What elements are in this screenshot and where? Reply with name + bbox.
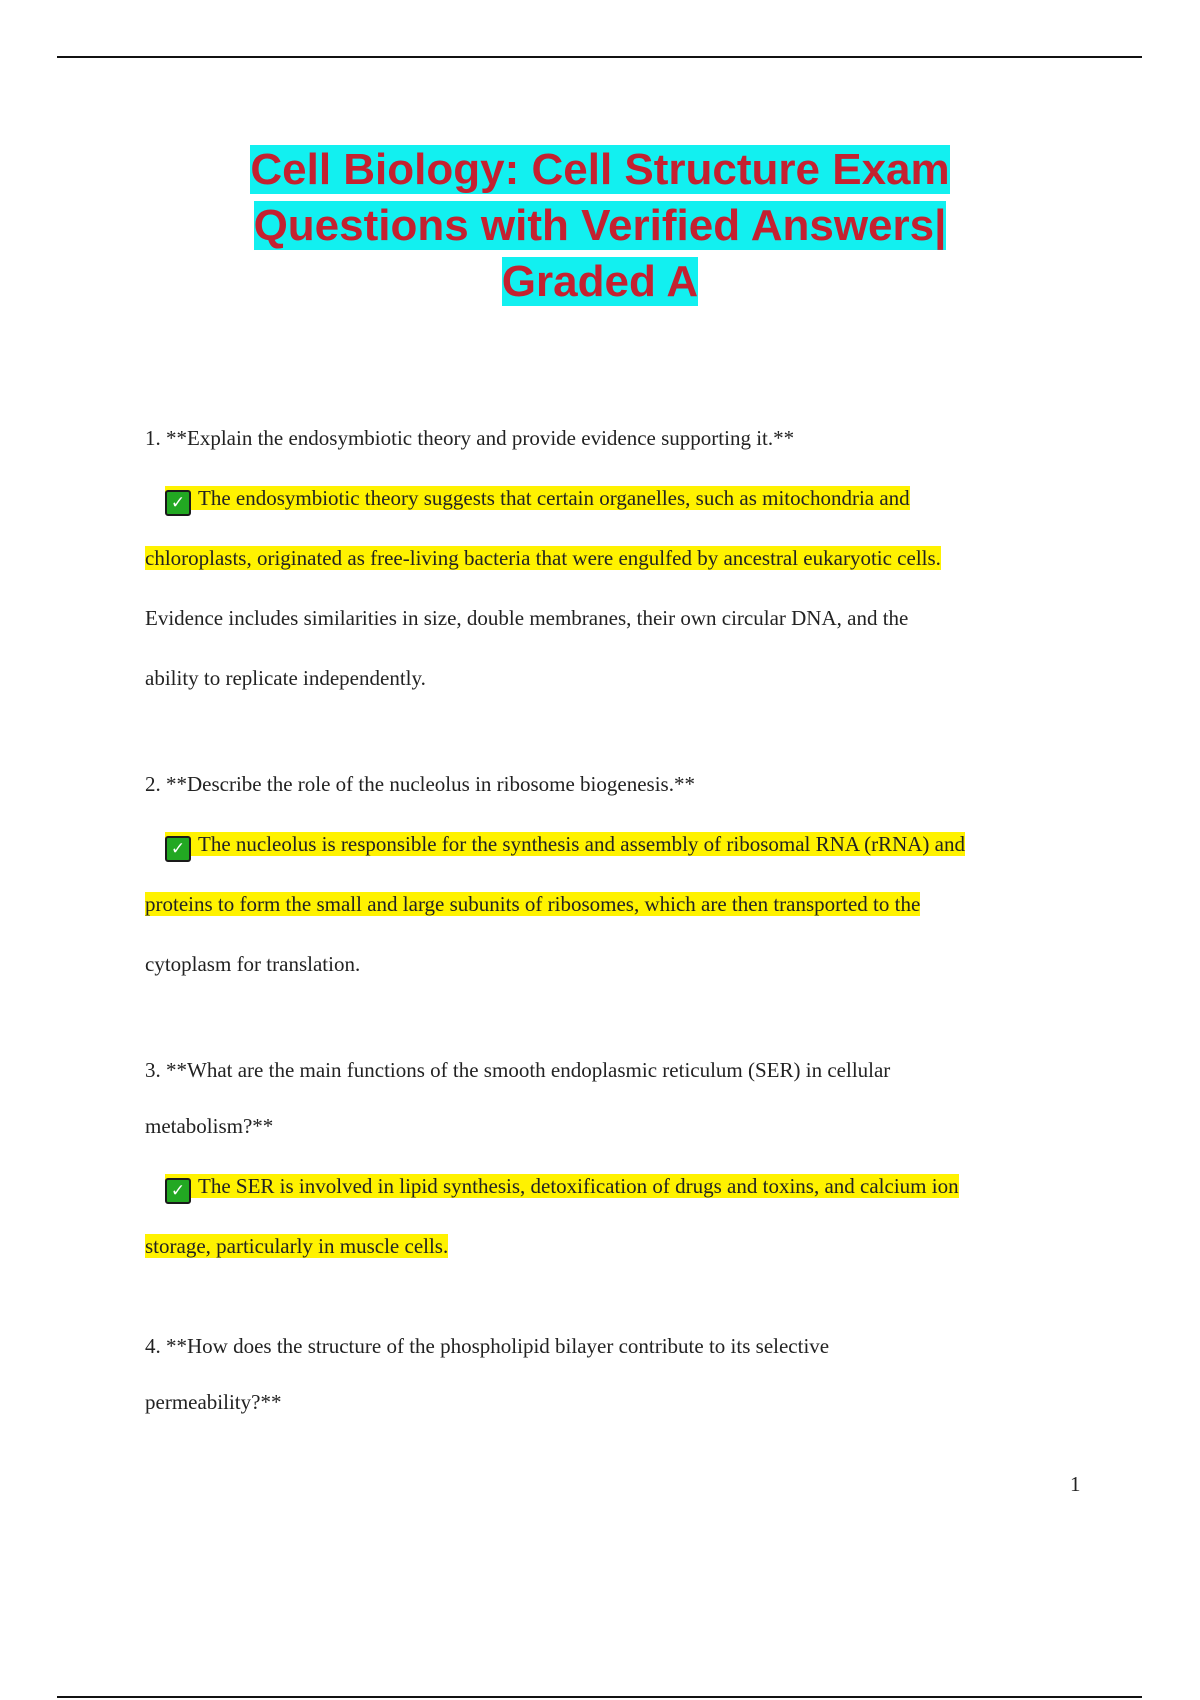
answer-2-line-3: cytoplasm for translation. — [145, 952, 361, 976]
question-3-line-2: metabolism?** — [145, 1114, 274, 1138]
question-3 — [145, 1042, 1090, 1154]
question-block-3 — [145, 1042, 1090, 1276]
question-block-4 — [145, 1318, 1090, 1430]
answer-1 — [145, 468, 1090, 708]
title-line-3: Graded A — [501, 257, 699, 306]
check-mark-icon: ✓ — [165, 490, 191, 516]
question-2-line-1: 2. **Describe the role of the nucleolus in ribosome biogenesis.** — [145, 772, 695, 796]
answer-2-hl-line-2: proteins to form the small and large subunits of ribosomes, which are then transported to the — [145, 892, 921, 916]
answer-3 — [145, 1156, 1090, 1276]
check-mark-icon: ✓ — [165, 1178, 191, 1204]
question-3-line-1: 3. **What are the main functions of the smooth endoplasmic reticulum (SER) in cellular — [145, 1058, 891, 1082]
question-block-1 — [145, 410, 1090, 708]
question-2 — [145, 756, 1090, 812]
page-number: 1 — [1070, 1472, 1081, 1496]
answer-2 — [145, 814, 1090, 994]
check-mark-icon: ✓ — [165, 836, 191, 862]
title-line-2: Questions with Verified Answers| — [253, 201, 947, 250]
question-list — [145, 410, 1090, 1478]
document-title — [100, 142, 1100, 310]
question-4-line-1: 4. **How does the structure of the phospholipid bilayer contribute to its selective — [145, 1334, 830, 1358]
top-rule — [57, 56, 1142, 58]
answer-1-hl-line-1: The endosymbiotic theory suggests that certain organelles, such as mitochondria and — [198, 486, 910, 510]
question-4-line-2: permeability?** — [145, 1390, 282, 1414]
answer-1-line-4: ability to replicate independently. — [145, 666, 426, 690]
title-line-1: Cell Biology: Cell Structure Exam — [250, 145, 950, 194]
answer-3-hl-line-1: The SER is involved in lipid synthesis, detoxification of drugs and toxins, and calcium ion — [198, 1174, 959, 1198]
question-4 — [145, 1318, 1090, 1430]
answer-1-hl-line-2: chloroplasts, originated as free-living bacteria that were engulfed by ancestral eukaryotic cells. — [145, 546, 941, 570]
question-1-line-1: 1. **Explain the endosymbiotic theory and provide evidence supporting it.** — [145, 426, 795, 450]
question-block-2 — [145, 756, 1090, 994]
answer-1-line-3: Evidence includes similarities in size, double membranes, their own circular DNA, and the — [145, 606, 909, 630]
bottom-rule — [57, 1696, 1142, 1698]
answer-2-hl-line-1: The nucleolus is responsible for the synthesis and assembly of ribosomal RNA (rRNA) and — [198, 832, 965, 856]
answer-3-hl-line-2: storage, particularly in muscle cells. — [145, 1234, 449, 1258]
question-1 — [145, 410, 1090, 466]
